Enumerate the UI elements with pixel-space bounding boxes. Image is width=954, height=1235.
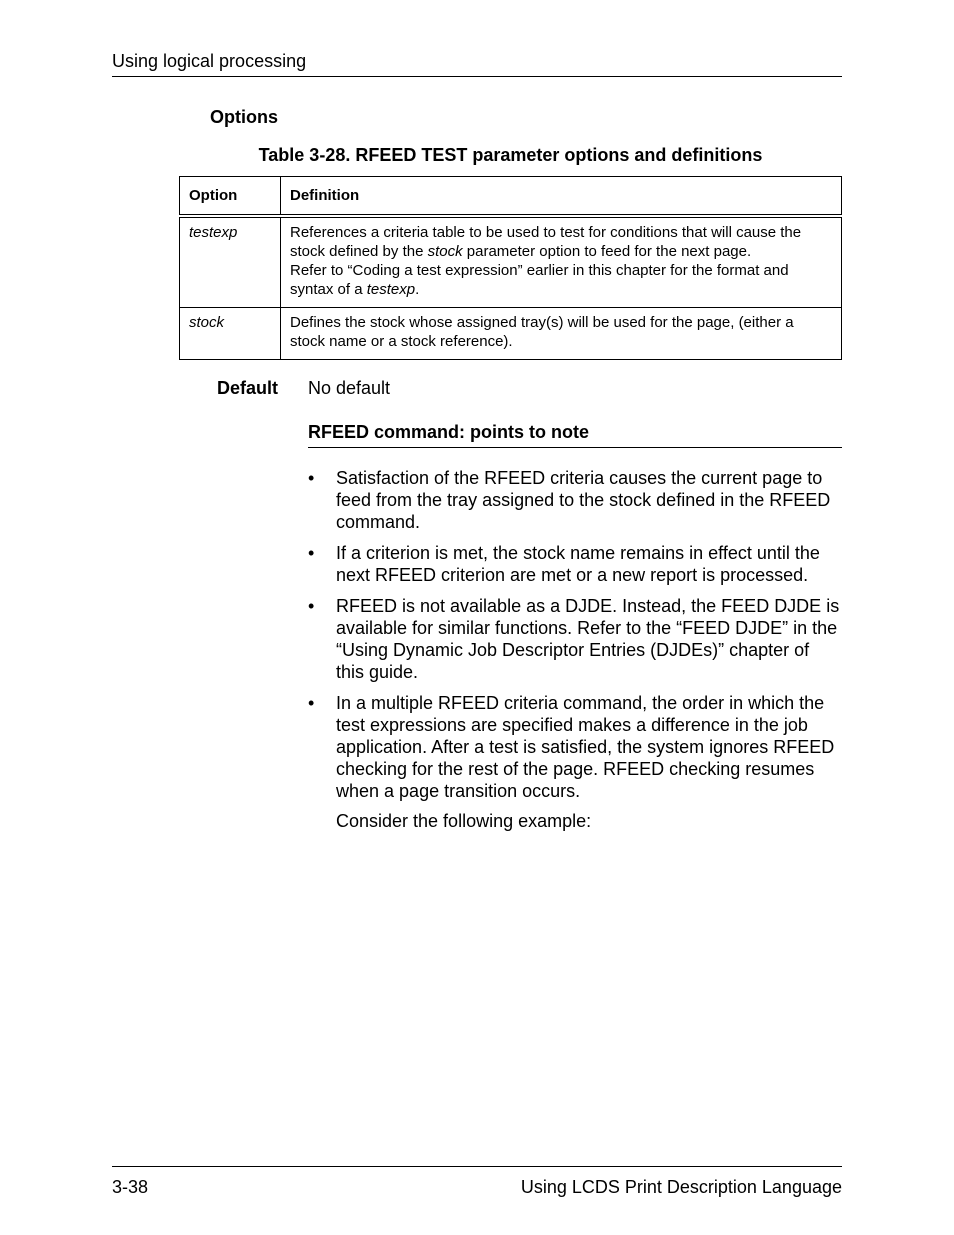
- list-item-text: In a multiple RFEED criteria command, the order in which the test expressions are specified makes a difference in the job application. After a test is satisfied, the system ignores RFEED checking for the rest of the page. RFEED checking resumes when a page transition occurs.: [336, 693, 835, 801]
- definition-line: [290, 280, 832, 299]
- definition-text: parameter option to feed for the next page.: [462, 243, 752, 260]
- running-header: Using logical processing: [112, 51, 307, 71]
- definition-line: [290, 242, 832, 261]
- bullet-icon: •: [308, 693, 315, 713]
- options-heading: Options: [210, 107, 278, 127]
- default-value: No default: [308, 378, 391, 398]
- notes-rule: [308, 447, 842, 448]
- definition-italic-term: testexp: [366, 281, 416, 298]
- definition-line: Refer to “Coding a test expression” earlier in this chapter for the format and: [290, 262, 789, 279]
- definition-line: Defines the stock whose assigned tray(s) will be used for the page, (either a: [290, 314, 794, 331]
- footer-rule: [112, 1166, 842, 1167]
- list-item: [308, 692, 842, 802]
- option-cell: stock: [180, 308, 281, 360]
- bullet-icon: •: [308, 543, 315, 563]
- page-number: 3-38: [112, 1177, 149, 1197]
- definition-italic-term: stock: [427, 243, 463, 260]
- table-row: [180, 308, 842, 360]
- table-caption: Table 3-28. RFEED TEST parameter options and definitions: [258, 145, 763, 165]
- table-row: [180, 216, 842, 308]
- definition-text: syntax of a: [290, 281, 367, 298]
- column-header-definition: Definition: [281, 177, 842, 217]
- list-item-text: Satisfaction of the RFEED criteria causes the current page to feed from the tray assigned to the stock defined in the RFEED command.: [336, 468, 831, 532]
- definition-text: .: [415, 281, 420, 298]
- definition-line: References a criteria table to be used to test for conditions that will cause the: [290, 224, 802, 241]
- bullet-icon: •: [308, 468, 315, 488]
- option-cell: testexp: [180, 216, 281, 308]
- list-item-text: RFEED is not available as a DJDE. Instead, the FEED DJDE is available for similar functions. Refer to the “FEED DJDE” in the “Using Dynamic Job Descriptor Entries (DJDEs)” chapter of this guide.: [336, 596, 840, 682]
- options-table: [179, 176, 842, 360]
- table-header-row: [180, 177, 842, 217]
- book-title: Using LCDS Print Description Language: [520, 1177, 842, 1197]
- list-item: [308, 595, 842, 683]
- definition-text: stock defined by the: [290, 243, 428, 260]
- example-intro: Consider the following example:: [336, 811, 592, 831]
- header-rule: [112, 76, 842, 77]
- definition-cell: [281, 308, 842, 360]
- list-item-text: If a criterion is met, the stock name remains in effect until the next RFEED criterion are met or a new report is processed.: [336, 543, 820, 585]
- list-item: [308, 542, 842, 586]
- default-label: Default: [217, 378, 279, 398]
- bullet-icon: •: [308, 596, 315, 616]
- column-header-option: Option: [180, 177, 281, 217]
- notes-list: [308, 467, 842, 811]
- definition-line: stock name or a stock reference).: [290, 333, 513, 350]
- list-item: [308, 467, 842, 533]
- notes-heading: RFEED command: points to note: [308, 422, 589, 442]
- definition-cell: [281, 216, 842, 308]
